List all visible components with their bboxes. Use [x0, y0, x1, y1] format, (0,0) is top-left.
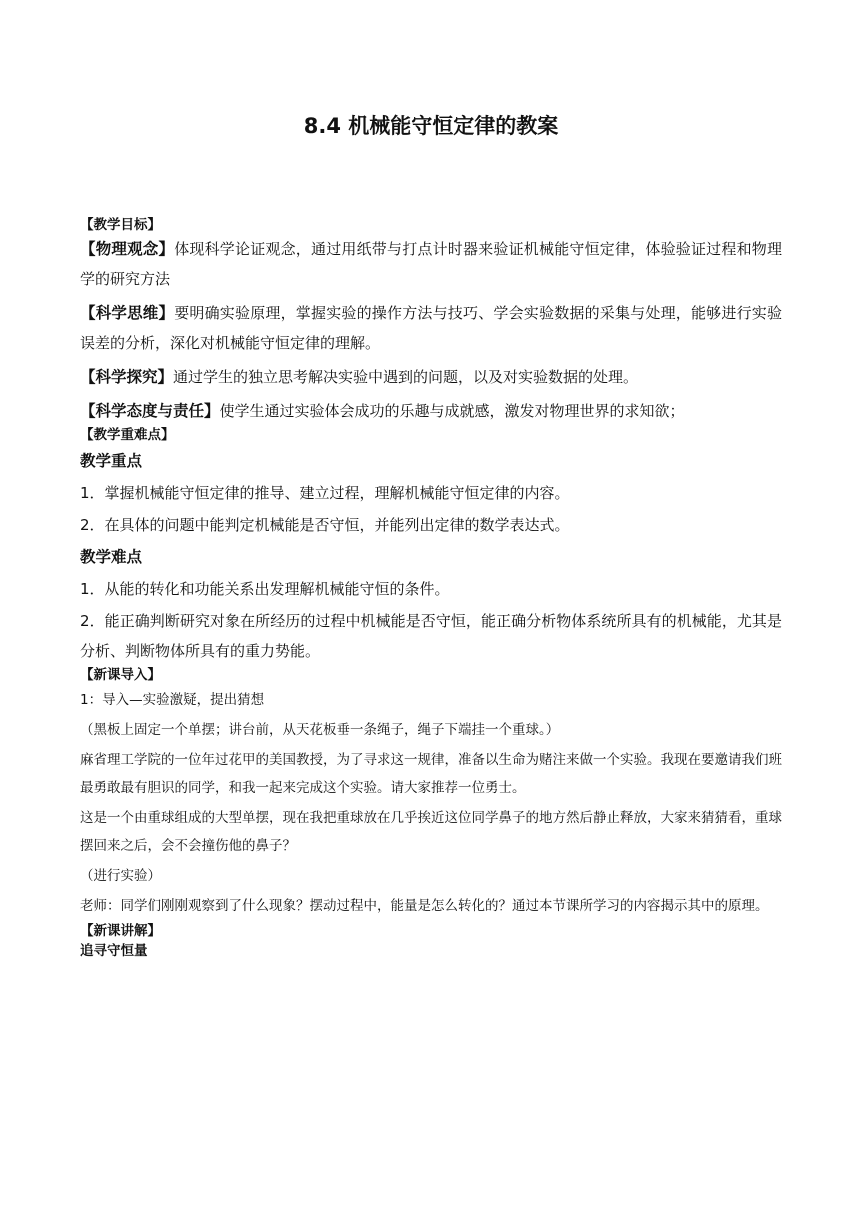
objective-scientific-inquiry: [80, 362, 782, 392]
section-lecture: [80, 922, 782, 960]
section-heading-key-points: 【教学重难点】: [80, 427, 175, 443]
section-heading-objectives: 【教学目标】: [80, 217, 161, 233]
objective-label: 【科学态度与责任】: [80, 402, 220, 420]
intro-line: 这是一个由重球组成的大型单摆，现在我把重球放在几乎挨近这位同学鼻子的地方然后静止释放，大家来猜猜看，重球摆回来之后，会不会撞伤他的鼻子？: [80, 810, 782, 854]
section-intro: [80, 666, 782, 920]
focus-item: 2．在具体的问题中能判定机械能是否守恒，并能列出定律的数学表达式。: [80, 516, 570, 534]
intro-line: （进行实验）: [80, 868, 161, 884]
document-title: 8.4 机械能守恒定律的教案: [303, 114, 559, 138]
difficulty-title: 教学难点: [80, 548, 143, 566]
focus-title: 教学重点: [80, 452, 143, 470]
intro-line: 1：导入—实验激疑，提出猜想: [80, 692, 265, 708]
focus-item: 1．掌握机械能守恒定律的推导、建立过程，理解机械能守恒定律的内容。: [80, 484, 570, 502]
objective-attitude-responsibility: [80, 396, 782, 426]
lecture-subheading: 追寻守恒量: [80, 943, 148, 959]
section-heading-lecture: 【新课讲解】: [80, 923, 161, 939]
objective-text: 通过学生的独立思考解决实验中遇到的问题，以及对实验数据的处理。: [173, 368, 639, 386]
objective-text: 体现科学论证观念，通过用纸带与打点计时器来验证机械能守恒定律，体验验证过程和物理学的研究方法: [80, 240, 782, 288]
section-heading-intro: 【新课导入】: [80, 667, 161, 683]
difficulty-item: 2．能正确判断研究对象在所经历的过程中机械能是否守恒，能正确分析物体系统所具有的机械能，尤其是分析、判断物体所具有的重力势能。: [80, 612, 782, 660]
intro-line: 麻省理工学院的一位年过花甲的美国教授，为了寻求这一规律，准备以生命为赌注来做一个实验。我现在要邀请我们班最勇敢最有胆识的同学，和我一起来完成这个实验。请大家推荐一位勇士。: [80, 752, 782, 796]
document-body: [80, 112, 782, 960]
intro-line: 老师：同学们刚刚观察到了什么现象？摆动过程中，能量是怎么转化的？通过本节课所学习的内容揭示其中的原理。: [80, 898, 769, 914]
objective-text: 要明确实验原理，掌握实验的操作方法与技巧、学会实验数据的采集与处理，能够进行实验误差的分析，深化对机械能守恒定律的理解。: [80, 304, 782, 352]
objective-physics-concept: [80, 234, 782, 294]
objective-label: 【科学思维】: [80, 304, 175, 322]
difficulty-item: 1．从能的转化和功能关系出发理解机械能守恒的条件。: [80, 580, 450, 598]
objective-label: 【科学探究】: [80, 368, 174, 386]
section-objectives: [80, 216, 782, 426]
section-key-points: [80, 426, 782, 666]
intro-line: （黑板上固定一个单摆；讲台前，从天花板垂一条绳子，绳子下端挂一个重球。）: [80, 722, 560, 738]
objective-scientific-thinking: [80, 298, 782, 358]
objective-text: 使学生通过实验体会成功的乐趣与成就感，激发对物理世界的求知欲；: [219, 402, 685, 420]
objective-label: 【物理观念】: [80, 240, 175, 258]
